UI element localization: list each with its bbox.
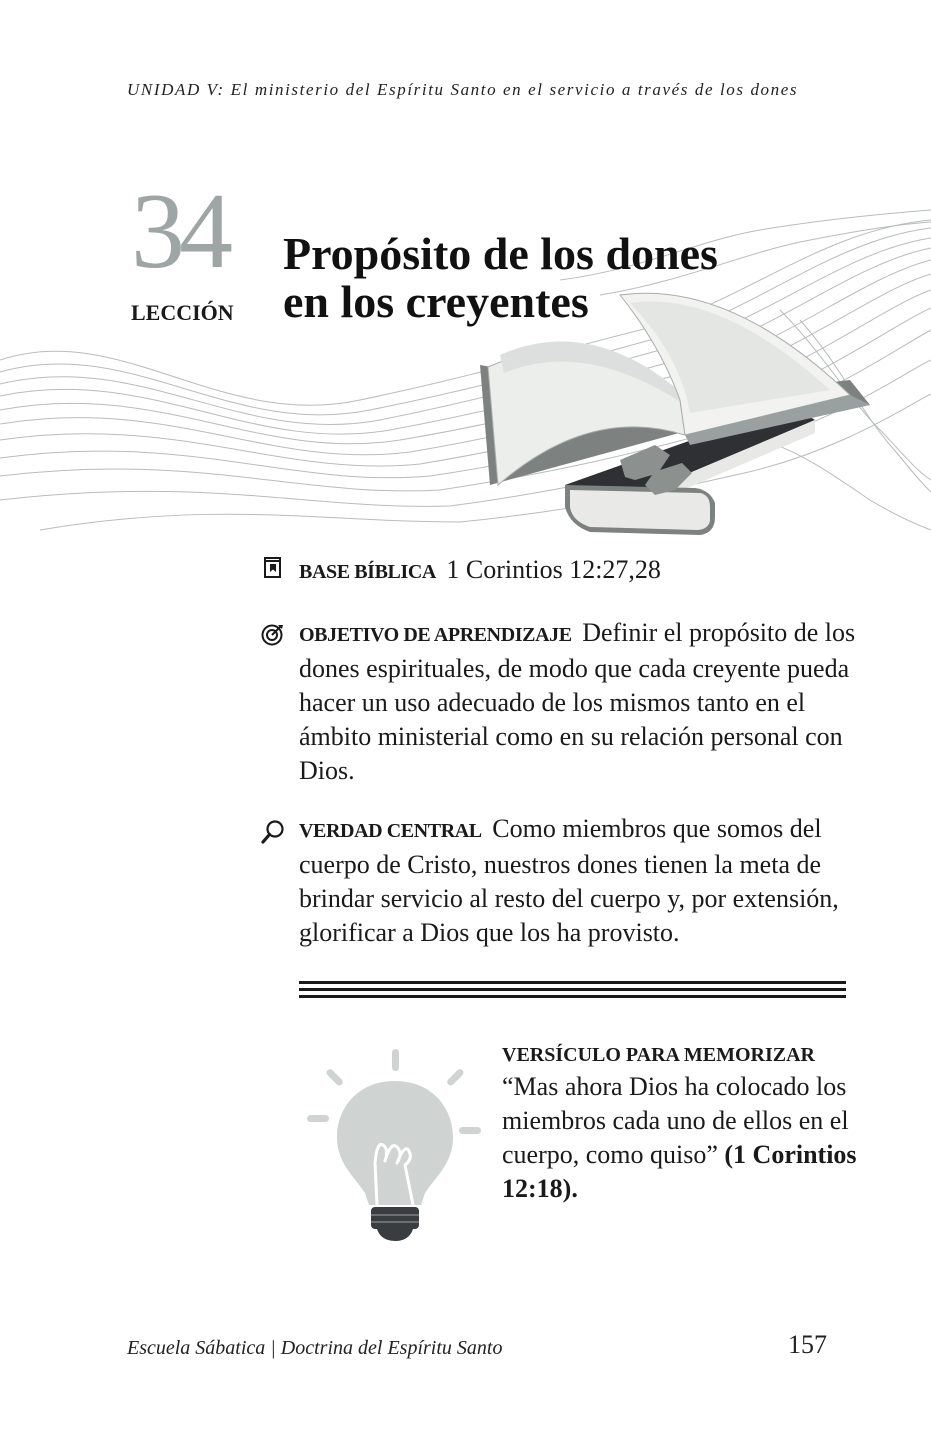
base-biblica-label: BASE BÍBLICA [299, 561, 436, 583]
footer-book-title: Escuela Sábatica | Doctrina del Espíritu Santo [127, 1337, 503, 1359]
lesson-title-line-1: Propósito de los dones [283, 228, 718, 279]
bookmark-book-icon [262, 556, 284, 580]
verdad-central-label: VERDAD CENTRAL [299, 820, 482, 842]
memory-verse-text: “Mas ahora Dios ha colocado los miembros cada uno de ellos en el cuerpo, como quiso” [502, 1072, 849, 1169]
memory-verse [502, 1040, 862, 1206]
page-number: 157 [788, 1330, 827, 1359]
lesson-label: LECCIÓN [131, 300, 234, 325]
memory-verse-label: VERSÍCULO PARA MEMORIZAR [502, 1044, 815, 1066]
memory-verse-reference: (1 Corintios 12:18). [502, 1140, 857, 1203]
verdad-central-text: Como miembros que somos del cuerpo de Cristo, nuestros dones tienen la meta de brindar servicio al resto del cuerpo y, por extensión, glorificar a Dios que los ha provisto. [299, 814, 839, 947]
target-icon [260, 623, 284, 647]
magnifier-icon [260, 819, 286, 845]
books-illustration [470, 285, 880, 545]
running-head: UNIDAD V: El ministerio del Espíritu Santo en el servicio a través de los dones [127, 80, 799, 99]
objetivo-aprendizaje [299, 616, 859, 788]
lightbulb-icon [305, 1045, 485, 1245]
objetivo-label: OBJETIVO DE APRENDIZAJE [299, 624, 572, 646]
lesson-number: 34 [131, 172, 227, 291]
section-divider [299, 980, 846, 1000]
base-biblica-text: 1 Corintios 12:27,28 [446, 555, 661, 584]
lesson-title-line-2: en los creyentes [283, 276, 589, 327]
verdad-central [299, 812, 859, 950]
base-biblica [299, 553, 859, 589]
objetivo-text: Definir el propósito de los dones espirituales, de modo que cada creyente pueda hacer un uso adecuado de los mismos tanto en el ámbito ministerial como en su relación personal con Dios. [299, 618, 856, 785]
